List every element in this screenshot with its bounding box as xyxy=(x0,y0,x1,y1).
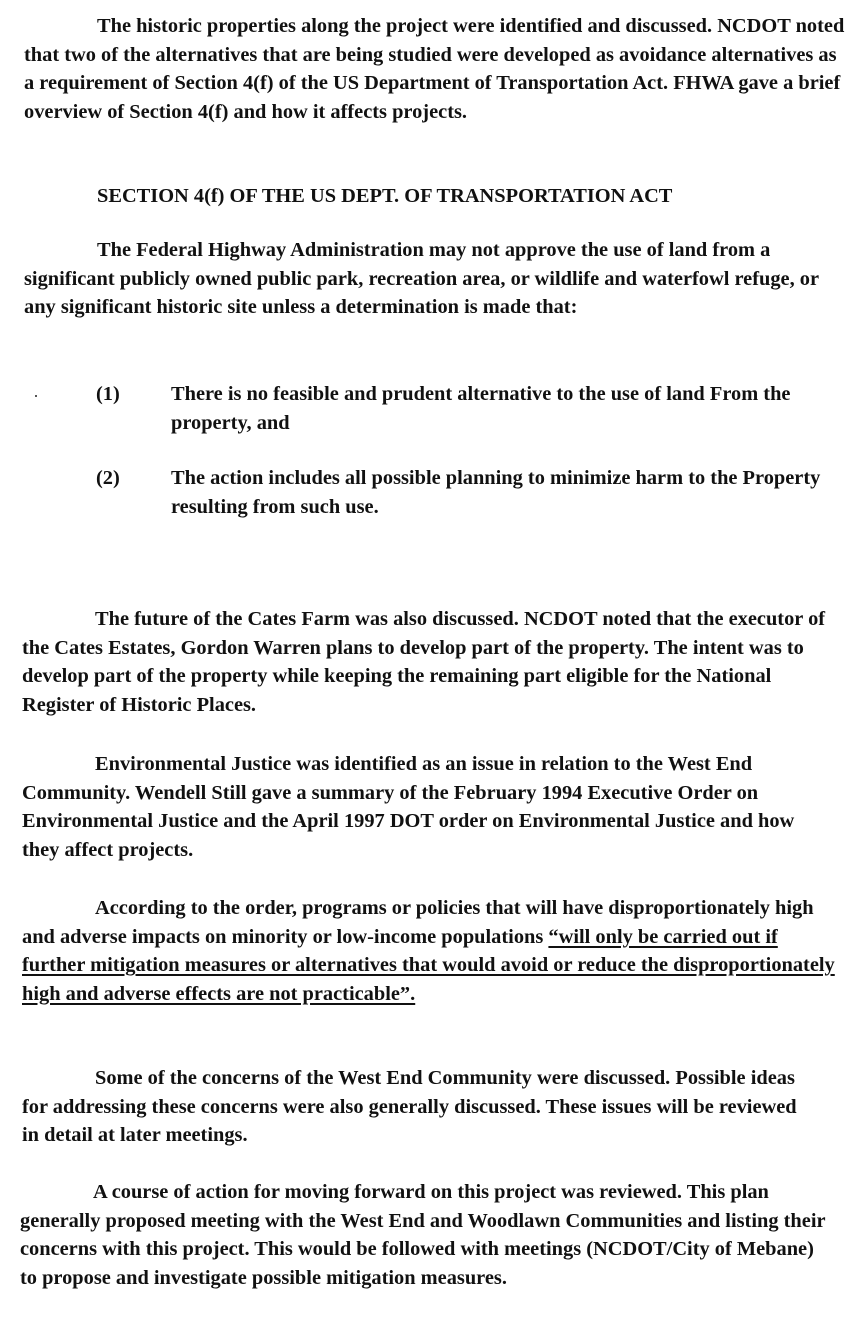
list-item-number: (2) xyxy=(96,467,120,489)
paragraph-order-quote xyxy=(22,894,844,1008)
paragraph-text: The historic properties along the project were identified and discussed. NCDOT noted that two of the alternatives that are being studied were developed as avoidance alternatives as a requirement of Section 4(f) of the US Department of Transportation Act. FHWA gave a brief overview of Section 4(f) and how it affects projects. xyxy=(24,15,845,123)
paragraph-text: A course of action for moving forward on this project was reviewed. This plan generally proposed meeting with the West End and Woodlawn Communities and listing their concerns with this project. This would be followed with meetings (NCDOT/City of Mebane) to propose and investigate possible mitigation measures. xyxy=(20,1181,826,1289)
scan-speck xyxy=(35,395,37,397)
section-heading xyxy=(97,182,672,211)
list-item-number: (1) xyxy=(96,383,120,405)
list-item-text: The action includes all possible planning to minimize harm to the Property resulting from such use. xyxy=(171,467,821,518)
paragraph-west-end-concerns xyxy=(22,1064,802,1150)
list-item-text: There is no feasible and prudent alternative to the use of land From the property, and xyxy=(171,383,791,434)
paragraph-text: Some of the concerns of the West End Community were discussed. Possible ideas for addressing these concerns were also generally discussed. These issues will be reviewed in detail at later meetings. xyxy=(22,1067,797,1147)
heading-text: SECTION 4(f) OF THE US DEPT. OF TRANSPORTATION ACT xyxy=(97,185,673,207)
paragraph-historic-properties xyxy=(24,12,846,126)
paragraph-environmental-justice xyxy=(22,750,824,864)
paragraph-text: Environmental Justice was identified as an issue in relation to the West End Community. Wendell Still gave a summary of the February 1994 Executive Order on Environmental Justice and the April 1997 DOT order on Environmental Justice and how they affect projects. xyxy=(22,753,795,861)
paragraph-cates-farm xyxy=(22,605,844,719)
paragraph-fhwa-approval xyxy=(24,236,836,322)
list-item xyxy=(96,380,856,438)
list-item xyxy=(96,464,856,522)
paragraph-course-of-action xyxy=(20,1178,832,1292)
underlined-quote: “will only be carried out if further mitigation measures or alternatives that would avoid or reduce the disproportionately high and adverse effects are not practicable”. xyxy=(22,925,835,1005)
paragraph-text: The Federal Highway Administration may not approve the use of land from a significant publicly owned public park, recreation area, or wildlife and waterfowl refuge, or any significant historic site unless a determination is made that: xyxy=(24,239,819,319)
paragraph-text: According to the order, programs or policies that will have disproportionately high and adverse impacts on minority or low-income populations xyxy=(22,897,814,948)
paragraph-text: The future of the Cates Farm was also discussed. NCDOT noted that the executor of the Cates Estates, Gordon Warren plans to develop part of the property. The intent was to develop part of the property while keeping the remaining part eligible for the National Register of Historic Places. xyxy=(22,608,826,716)
